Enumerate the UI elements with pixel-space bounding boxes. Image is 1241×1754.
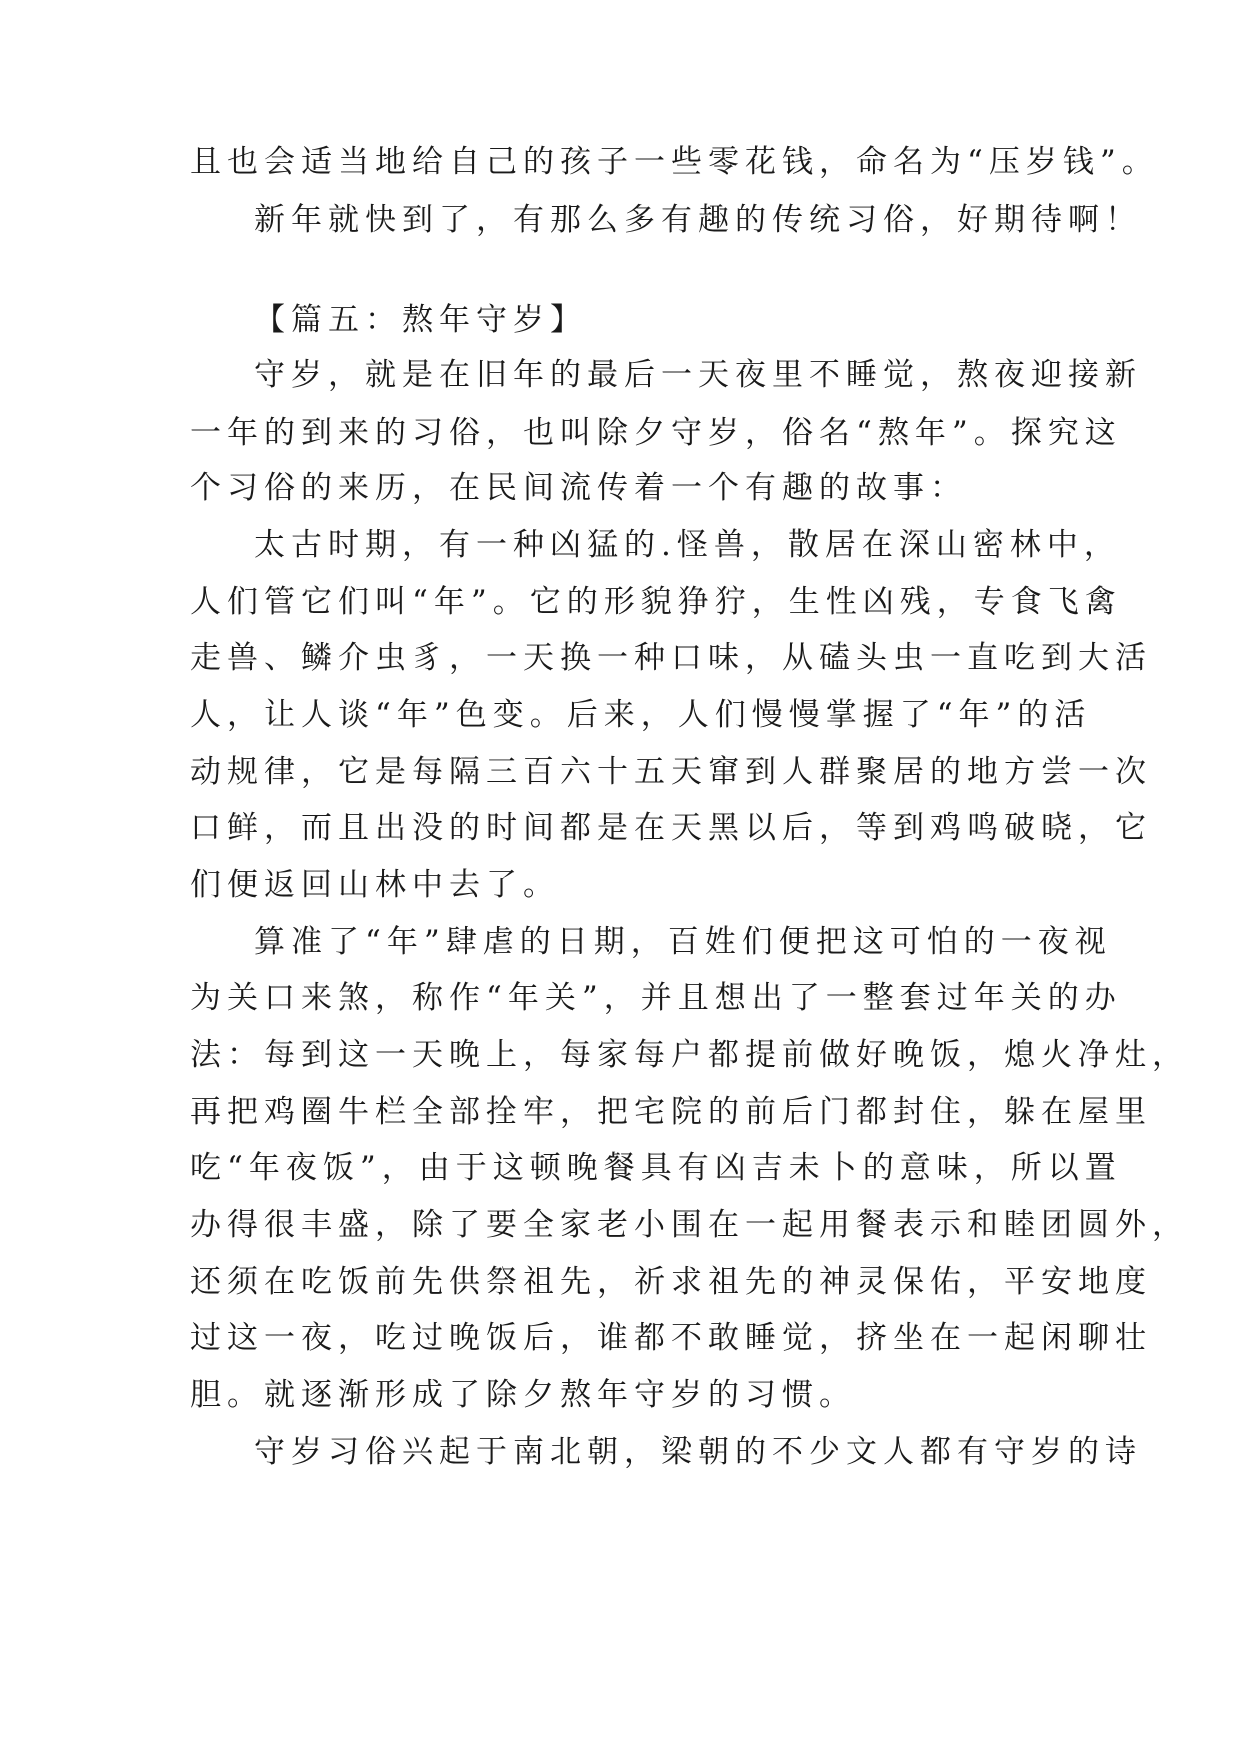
paragraph-line: 再把鸡圈牛栏全部拴牢，把宅院的前后门都封住，躲在屋里 <box>190 1094 1152 1130</box>
paragraph-line: 人们管它们叫“年”。它的形貌狰狞，生性凶残，专食飞禽 <box>190 584 1122 620</box>
paragraph-line: 法：每到这一天晚上，每家每户都提前做好晚饭，熄火净灶， <box>190 1037 1189 1073</box>
paragraph-line: 口鲜，而且出没的时间都是在天黑以后，等到鸡鸣破晓，它 <box>190 810 1152 846</box>
paragraph-line: 太古时期，有一种凶猛的.怪兽，散居在深山密林中， <box>254 527 1121 563</box>
paragraph-line: 为关口来煞，称作“年关”，并且想出了一整套过年关的办 <box>190 980 1122 1016</box>
paragraph-line: 守岁，就是在旧年的最后一天夜里不睡觉，熬夜迎接新 <box>254 357 1142 393</box>
paragraph-line: 走兽、鳞介虫豸，一天换一种口味，从磕头虫一直吃到大活 <box>190 640 1152 676</box>
paragraph-line: 吃“年夜饭”，由于这顿晚餐具有凶吉未卜的意味，所以置 <box>190 1150 1122 1186</box>
paragraph-line: 还须在吃饭前先供祭祖先，祈求祖先的神灵保佑，平安地度 <box>190 1264 1152 1300</box>
paragraph-line: 且也会适当地给自己的孩子一些零花钱，命名为“压岁钱”。 <box>190 144 1159 180</box>
paragraph-line: 人，让人谈“年”色变。后来，人们慢慢掌握了“年”的活 <box>190 697 1092 733</box>
paragraph-line: 一年的到来的习俗，也叫除夕守岁，俗名“熬年”。探究这 <box>190 415 1122 451</box>
paragraph-line: 们便返回山林中去了。 <box>190 867 560 903</box>
paragraph-line: 动规律，它是每隔三百六十五天窜到人群聚居的地方尝一次 <box>190 754 1152 790</box>
paragraph-line: 个习俗的来历，在民间流传着一个有趣的故事： <box>190 470 967 506</box>
paragraph-line: 算准了“年”肆虐的日期，百姓们便把这可怕的一夜视 <box>254 924 1112 960</box>
paragraph-line: 办得很丰盛，除了要全家老小围在一起用餐表示和睦团圆外， <box>190 1207 1189 1243</box>
paragraph-line: 过这一夜，吃过晚饭后，谁都不敢睡觉，挤坐在一起闲聊壮 <box>190 1320 1152 1356</box>
paragraph-line: 新年就快到了，有那么多有趣的传统习俗，好期待啊！ <box>254 202 1142 238</box>
section-heading: 【篇五：熬年守岁】 <box>254 302 587 338</box>
paragraph-line: 胆。就逐渐形成了除夕熬年守岁的习惯。 <box>190 1377 856 1413</box>
paragraph-line: 守岁习俗兴起于南北朝，梁朝的不少文人都有守岁的诗 <box>254 1434 1142 1470</box>
